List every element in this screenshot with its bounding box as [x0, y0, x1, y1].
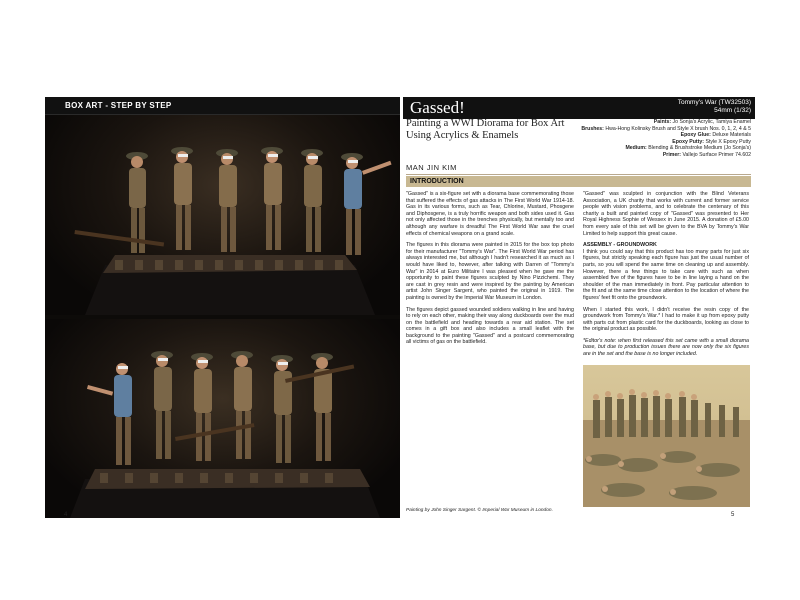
paragraph: The figures in this diorama were painted in 2015 for the box top photo for their manufacturer "Tommy's War". The First World War period has always interested me, but although I hadn't researched it as much as I would have liked to, however, after talking with Darren of "Tommy's War" in 2014 at Euro Militaire I was pleased when he gave me the opportunity to paint these figures sculpted by Nino Pizzichemi. They are cast in grey resin and were inspired by the painting by American artist John Singer Sargent, who painted the original in 1919. The painting is owned by the Imperial War Museum in London.	[406, 242, 574, 301]
article-title: Gassed!	[410, 98, 465, 117]
product-name: Tommy's War (TW32503)	[677, 99, 751, 106]
title-bar	[403, 97, 755, 119]
paragraph: When I started this work, I didn't receive the resin copy of the groundwork from Tommy's War.* I had to make it up from epoxy putty with parts cut from plastic card for the duckboards, looking as close to the original product as possible.	[583, 306, 749, 333]
product-scale: 54mm (1/32)	[714, 107, 751, 114]
page-number-left: 4	[64, 512, 68, 518]
product-info	[678, 99, 751, 115]
spec-line: Primer: Vallejo Surface Primer 74.602	[662, 151, 751, 158]
spec-line: Medium: Blending & Brushstroke Medium (Jo Sonja's)	[625, 145, 751, 152]
figures-photo-top	[45, 115, 400, 315]
paragraph: The figures depict gassed wounded soldiers walking in line and having to rely on each other, making their way along duckboards over the mud on the battlefield and heading towards a rear aid station. The set comes in a gift box and also includes a small leaflet with the background to the painting "Gassed" and a postcard commemorating all victims of gas on the battlefield.	[406, 306, 574, 346]
painting-caption: Painting by John Singer Sargent. © Imperial War Museum in London.	[406, 508, 553, 513]
section-heading: INTRODUCTION	[410, 178, 464, 185]
article-subtitle: Painting a WWI Diorama for Box Art Using Acrylics & Enamels	[406, 118, 565, 141]
author-name: MAN JIN KIM	[406, 163, 457, 172]
assembly-heading: ASSEMBLY - GROUNDWORK	[583, 242, 657, 249]
divider	[406, 174, 751, 175]
section-heading-bar	[406, 176, 751, 187]
paragraph: I think you could say that this product has too many parts for just six figures, but strictly speaking each figure has just the usual number of parts, so you will spend the same time on cleaning up and assembly. However, there a few things to take care with such as when assembled five of the figures have to be in line laying a hand on the shoulder of the man immediately in front. Pay particular attention to the fit and at the same time close attention to the location of where the figures' feet fit onto the groundwork.	[583, 248, 749, 301]
left-page	[45, 97, 400, 518]
sargent-painting-image	[583, 365, 750, 507]
spec-line: Paints: Jo Sonja's Acrylic, Tamiya Enamel	[653, 119, 751, 125]
spec-line: Epoxy Glue: Deluxe Materials	[680, 132, 751, 139]
page-number-right: 5	[731, 512, 735, 518]
right-page	[403, 97, 755, 518]
text-column-right	[583, 191, 749, 363]
section-label: BOX ART - STEP BY STEP	[45, 97, 400, 115]
spec-line: Brushes: Hwa-Hong Kolinsky Brush and Style X brush Nos. 0, 1, 2, 4 & 5	[581, 125, 751, 132]
text-column-left	[406, 191, 574, 351]
paragraph: "Gassed" is a six-figure set with a diorama base commemorating those that suffered the effects of gas attacks in The First World War 1914-18. Gas in its various forms, such as Tear, Chlorine, Mustard, Phosgene and Diphosgene, is a truly horrific weapon and both sides used it. Gas not only affected those in the trenches physically, but mentally too and although any warfare is dreadful The First World War saw the cruel effects of chemical weapons on a grand scale.	[406, 191, 574, 237]
paragraph: "Gassed" was sculpted in conjunction with the Blind Veterans Association, a UK charity that works with current and former service people with vision problems, and to celebrate the centenary of this charity a built and painted copy of "Gassed" was presented to Her Royal Highness Sophie of Wessex in June 2015. A donation of £5.00 from every sale of this set will be given to the BVA by Tommy's War Limited to help support this great cause.	[583, 191, 749, 237]
spec-line: Epoxy Putty: Style X Epoxy Putty	[672, 138, 751, 145]
figures-photo-bottom	[45, 319, 400, 518]
materials-list	[576, 119, 751, 159]
editor-note: *Editor's note: when first released this set came with a small diorama base, but due to production issues there are now only the six figures are in the set and the base is no longer included.	[583, 337, 749, 358]
